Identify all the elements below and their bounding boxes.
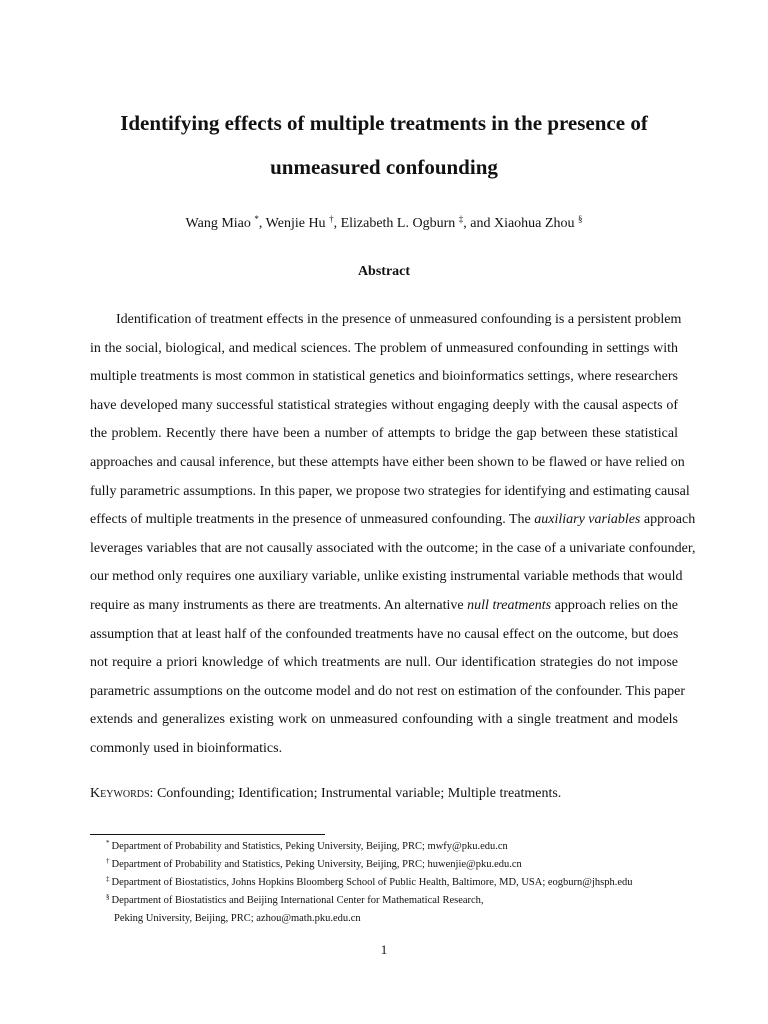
footnote — [108, 874, 633, 892]
abstract-line — [90, 706, 678, 735]
author-footnote-mark: § — [577, 214, 583, 224]
abstract-line — [90, 335, 678, 364]
page-number: 1 — [380, 942, 388, 957]
abstract-line — [90, 735, 678, 764]
abstract-text: multiple treatments is most common in statistical genetics and bioinformatics settings, where researchers — [90, 369, 678, 385]
abstract-heading: Abstract — [357, 264, 411, 279]
author-separator: , — [258, 216, 266, 231]
abstract-line — [90, 306, 682, 335]
footnote-mark: § — [106, 893, 110, 901]
author-footnote-mark: ‡ — [458, 214, 464, 224]
author-footnote-mark: * — [254, 214, 259, 224]
abstract-text: effects of multiple treatments in the presence of unmeasured confounding. The — [90, 512, 535, 528]
abstract-line — [90, 363, 678, 392]
abstract-text: parametric assumptions on the outcome model and do not rest on estimation of the confounder. This paper — [90, 683, 685, 699]
abstract-line — [90, 592, 678, 621]
abstract-line — [90, 506, 696, 535]
footnote — [108, 838, 633, 856]
abstract-text: approach relies on the — [551, 597, 678, 613]
footnotes — [108, 838, 633, 928]
keywords-line — [90, 786, 561, 802]
abstract-body — [90, 306, 696, 764]
footnote-text: Department of Biostatistics and Beijing International Center for Mathematical Research, — [111, 895, 484, 906]
abstract-text: leverages variables that are not causally associated with the outcome; in the case of a univariate confounder, — [90, 540, 696, 556]
abstract-line — [90, 449, 685, 478]
abstract-line — [90, 621, 678, 650]
abstract-line — [90, 478, 690, 507]
paper-title-line-2: unmeasured confounding — [270, 155, 498, 179]
author-name: Xiaohua Zhou — [493, 216, 575, 231]
author-separator: , — [333, 216, 341, 231]
abstract-text: extends and generalizes existing work on unmeasured confounding with a single treatment and models — [90, 712, 678, 728]
abstract-text: the problem. Recently there have been a number of attempts to bridge the gap between these statistical — [90, 426, 678, 442]
abstract-text: Identification of treatment effects in the presence of unmeasured confounding is a persistent problem — [116, 312, 682, 327]
footnote-text: Department of Probability and Statistics, Peking University, Beijing, PRC; mwfy@pku.edu.cn — [111, 841, 508, 852]
keywords-label: Keywords: — [90, 786, 154, 801]
paper-title-line-1: Identifying effects of multiple treatments in the presence of — [120, 111, 648, 135]
abstract-line — [90, 535, 696, 564]
abstract-text: assumption that at least half of the confounded treatments have no causal effect on the outcome, but does — [90, 626, 679, 642]
keywords-text: Confounding; Identification; Instrumental variable; Multiple treatments. — [153, 786, 562, 801]
footnote — [108, 856, 633, 874]
abstract-text: require as many instruments as there are treatments. An alternative — [90, 597, 468, 613]
abstract-text: not require a priori knowledge of which treatments are null. Our identification strategies do not impose — [90, 655, 678, 671]
author-separator: , and — [463, 216, 494, 231]
author-name: Elizabeth L. Ogburn — [340, 216, 456, 231]
abstract-emphasis: auxiliary variables — [534, 512, 641, 528]
abstract-text: approach — [640, 512, 696, 528]
abstract-text: fully parametric assumptions. In this paper, we propose two strategies for identifying and estimating causal — [90, 483, 690, 499]
footnote — [108, 892, 633, 910]
footnote-mark: ‡ — [106, 875, 110, 883]
abstract-text: approaches and causal inference, but these attempts have either been shown to be flawed or have relied on — [90, 454, 685, 470]
author-name: Wenjie Hu — [265, 216, 326, 231]
abstract-text: our method only requires one auxiliary variable, unlike existing instrumental variable methods that would — [90, 569, 683, 585]
footnote — [108, 910, 633, 928]
footnote-text: Peking University, Beijing, PRC; azhou@math.pku.edu.cn — [114, 913, 361, 924]
author-list — [0, 216, 768, 232]
footnote-mark: * — [106, 839, 110, 847]
author-footnote-mark: † — [329, 214, 334, 224]
abstract-emphasis: null treatments — [467, 597, 552, 613]
abstract-line — [90, 392, 678, 421]
abstract-line — [90, 678, 685, 707]
footnote-text: Department of Biostatistics, Johns Hopkins Bloomberg School of Public Health, Baltimore, MD, USA; eogburn@jhsph.edu — [111, 877, 633, 888]
author-name: Wang Miao — [185, 216, 251, 231]
abstract-line — [90, 649, 678, 678]
footnote-rule — [90, 834, 325, 835]
abstract-text: in the social, biological, and medical sciences. The problem of unmeasured confounding in settings with — [90, 340, 678, 356]
abstract-text: have developed many successful statistical strategies without engaging deeply with the causal aspects of — [90, 397, 678, 413]
abstract-line — [90, 420, 678, 449]
footnote-mark: † — [106, 857, 110, 865]
abstract-text: commonly used in bioinformatics. — [90, 740, 283, 756]
abstract-line — [90, 563, 683, 592]
footnote-text: Department of Probability and Statistics, Peking University, Beijing, PRC; huwenjie@pku.edu.cn — [111, 859, 522, 870]
